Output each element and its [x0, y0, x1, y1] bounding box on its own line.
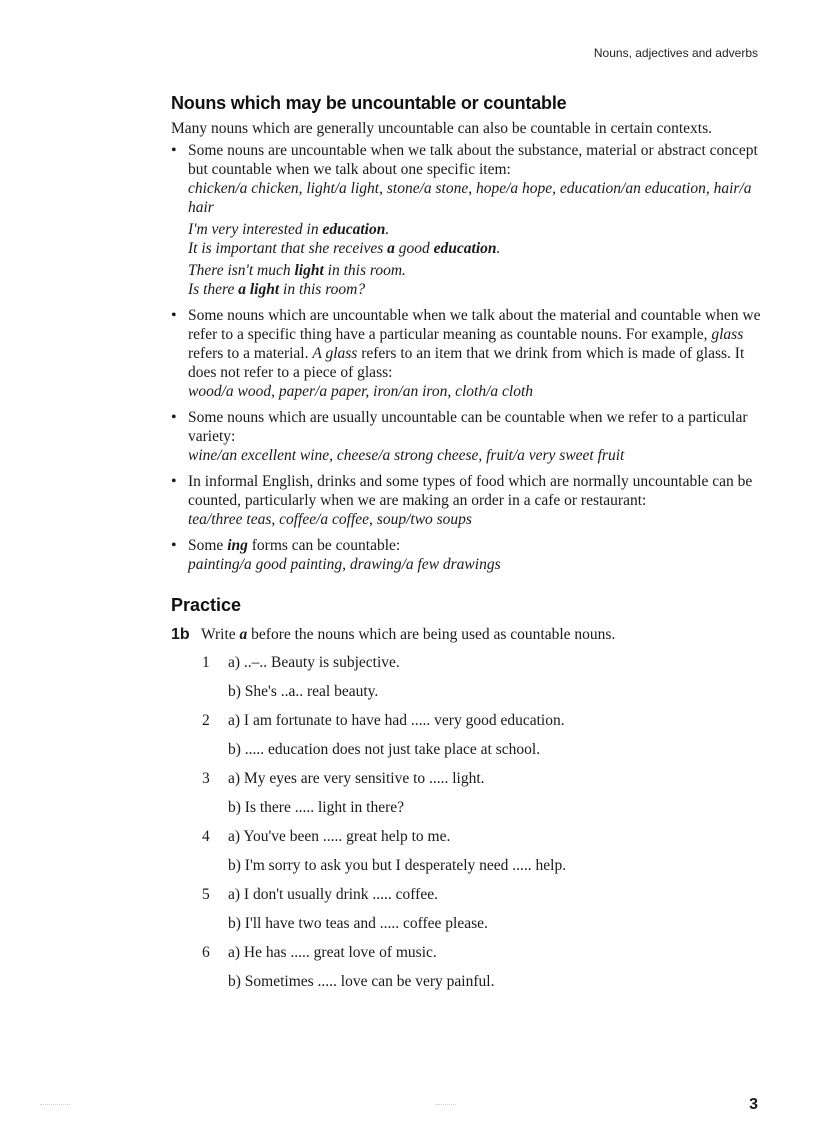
question-b: b) ..... education does not just take place at school. — [228, 741, 541, 758]
question-a: 3 a) My eyes are very sensitive to ..... light. — [202, 770, 485, 787]
example-sentence: It is important that she receives a good education. — [188, 240, 501, 257]
rule-item — [171, 408, 761, 465]
example-sentence: I'm very interested in education. — [188, 221, 390, 238]
rule-examples: wood/a wood, paper/a paper, iron/an iron, cloth/a cloth — [188, 383, 534, 400]
question-a: 1 a) ..–.. Beauty is subjective. — [202, 654, 400, 671]
exercise-instruction: Write a before the nouns which are being used as countable nouns. — [201, 626, 616, 643]
scan-artifact — [436, 1104, 456, 1105]
rule-examples: tea/three teas, coffee/a coffee, soup/two soups — [188, 511, 472, 528]
example-sentences — [188, 220, 761, 258]
question-b: b) She's ..a.. real beauty. — [228, 683, 379, 700]
example-sentence: Is there a light in this room? — [188, 281, 366, 298]
rule-examples: chicken/a chicken, light/a light, stone/a stone, hope/a hope, education/an education, hair/a hair — [188, 180, 752, 216]
question-b: b) I'm sorry to ask you but I desperately need ..... help. — [228, 857, 567, 874]
rule-item: • Some ing forms can be countable: painting/a good painting, drawing/a few drawings — [171, 536, 761, 574]
rule-text: Some nouns which are usually uncountable can be countable when we refer to a particular variety: — [188, 409, 748, 445]
running-head: Nouns, adjectives and adverbs — [593, 46, 758, 60]
question-b: b) Sometimes ..... love can be very painful. — [228, 973, 495, 990]
section-intro: Many nouns which are generally uncountable can also be countable in certain contexts. — [171, 120, 713, 137]
question-a: 2 a) I am fortunate to have had ..... very good education. — [202, 712, 565, 729]
example-sentences — [188, 261, 761, 299]
exercise-number: 1b — [171, 626, 190, 643]
rule-text: Some nouns are uncountable when we talk about the substance, material or abstract concept but countable when we talk about one specific item: — [188, 142, 758, 178]
practice-title: Practice — [171, 595, 242, 615]
rule-item: • Some nouns which are uncountable when we talk about the material and countable when we refer to a specific thing have a particular meaning as countable nouns. For example, glass refers to a material. A glass refers to an item that we drink from which is made of glass. It does not refer to a piece of glass: wood/a wood, paper/a paper, iron/an iron, cloth/a cloth — [171, 306, 761, 401]
question-a: 6 a) He has ..... great love of music. — [202, 944, 437, 961]
section-title: Nouns which may be uncountable or countable — [171, 93, 567, 113]
exercise-header — [171, 625, 761, 644]
example-sentence: There isn't much light in this room. — [188, 262, 406, 279]
question-b: b) Is there ..... light in there? — [228, 799, 405, 816]
rule-examples: wine/an excellent wine, cheese/a strong cheese, fruit/a very sweet fruit — [188, 447, 625, 464]
rule-item — [171, 141, 761, 299]
rule-text: In informal English, drinks and some types of food which are normally uncountable can be counted, particularly when we are making an order in a cafe or restaurant: — [188, 473, 753, 509]
scan-artifact — [40, 1104, 70, 1105]
question-b: b) I'll have two teas and ..... coffee please. — [228, 915, 488, 932]
question-a: 5 a) I don't usually drink ..... coffee. — [202, 886, 438, 903]
content — [171, 94, 761, 996]
rule-examples: painting/a good painting, drawing/a few drawings — [188, 556, 501, 573]
page-number: 3 — [749, 1096, 758, 1113]
rules-list — [171, 141, 761, 574]
question-a: 4 a) You've been ..... great help to me. — [202, 828, 451, 845]
exercise-items — [171, 648, 761, 996]
rule-item — [171, 472, 761, 529]
